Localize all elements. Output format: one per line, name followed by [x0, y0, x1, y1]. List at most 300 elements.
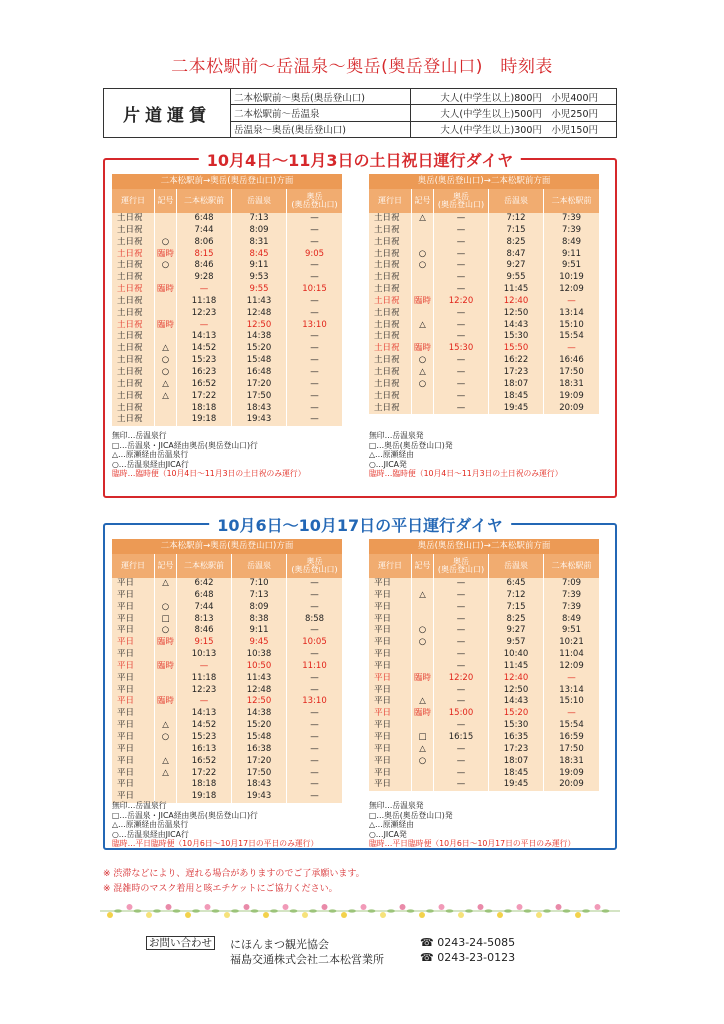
table-direction-header: 奥岳(奥岳登山口)→二本松駅前方面 — [369, 174, 599, 189]
column-header: 運行日 — [112, 554, 155, 578]
table-cell: 平日 — [112, 590, 155, 602]
table-cell: — — [567, 672, 576, 683]
table-cell: 8:46 — [177, 260, 232, 272]
table-cell: — — [434, 696, 489, 708]
weekend-up-notes — [112, 431, 306, 479]
table-row — [112, 708, 342, 720]
table-cell — [412, 403, 434, 415]
table-cell: 16:22 — [489, 355, 544, 367]
table-cell: 7:09 — [561, 578, 582, 588]
table-cell: — — [310, 672, 319, 683]
fare-table — [103, 88, 617, 138]
table-cell: 臨時 — [412, 296, 434, 308]
table-row — [369, 614, 599, 626]
weekend-down-table — [369, 174, 599, 414]
flower-dot — [127, 904, 133, 910]
table-row — [369, 685, 599, 697]
table-cell: 7:15 — [489, 602, 544, 614]
table-cell: ○ — [155, 602, 177, 614]
table-cell: 17:50 — [559, 366, 584, 377]
table-row — [112, 673, 342, 685]
table-cell: 19:18 — [177, 791, 232, 803]
flower-dot — [322, 904, 328, 910]
table-cell — [155, 590, 177, 602]
table-cell: 土日祝 — [112, 343, 155, 355]
table-cell: 平日 — [112, 578, 155, 590]
table-cell: — — [310, 402, 319, 413]
table-cell: 17:50 — [559, 743, 584, 754]
table-cell: 平日 — [369, 649, 412, 661]
table-cell: — — [434, 779, 489, 791]
contact-label: お問い合わせ — [146, 936, 215, 950]
table-row — [112, 768, 342, 780]
flower-dot — [419, 912, 425, 918]
table-cell: ○ — [155, 625, 177, 637]
table-row — [369, 768, 599, 780]
table-cell: 臨時 — [412, 343, 434, 355]
table-cell: 8:25 — [489, 614, 544, 626]
table-cell: — — [434, 237, 489, 249]
legend-note: △…原瀬経由 — [369, 820, 414, 829]
table-cell: 13:10 — [302, 696, 327, 707]
column-headers — [369, 554, 599, 578]
table-cell: ○ — [155, 732, 177, 744]
table-cell: 土日祝 — [112, 391, 155, 403]
leaf-shape — [192, 909, 200, 912]
table-cell: 12:50 — [489, 685, 544, 697]
table-direction-header: 二本松駅前→奥岳(奥岳登山口)方面 — [112, 539, 342, 554]
flower-dot — [595, 904, 601, 910]
table-cell: 10:21 — [559, 637, 584, 648]
table-row — [112, 403, 342, 415]
table-cell: 7:44 — [177, 602, 232, 614]
column-header: 奥岳 (奥岳登山口) — [434, 554, 489, 578]
table-cell — [412, 225, 434, 237]
table-row — [112, 296, 342, 308]
column-headers — [112, 554, 342, 578]
table-cell — [412, 602, 434, 614]
table-cell: 平日 — [369, 614, 412, 626]
table-cell: 12:40 — [489, 673, 544, 685]
table-cell: △ — [155, 720, 177, 732]
table-cell: 18:43 — [232, 403, 287, 415]
table-cell: — — [177, 661, 232, 673]
leaf-shape — [387, 909, 395, 912]
column-header: 記号 — [412, 554, 434, 578]
table-cell: 19:09 — [559, 390, 584, 401]
table-cell: ○ — [412, 379, 434, 391]
legend-note: ○…岳温泉経由JICA行 — [112, 459, 189, 469]
table-cell — [155, 296, 177, 308]
table-cell: 土日祝 — [369, 296, 412, 308]
column-header: 二本松駅前 — [551, 560, 592, 570]
table-row — [369, 391, 599, 403]
table-cell: 11:45 — [489, 661, 544, 673]
table-cell: 18:18 — [177, 779, 232, 791]
table-cell: 土日祝 — [369, 284, 412, 296]
table-cell: 10:15 — [302, 284, 327, 295]
table-cell: — — [434, 308, 489, 320]
table-row — [369, 708, 599, 720]
table-cell: 19:45 — [489, 779, 544, 791]
table-cell: 10:38 — [232, 649, 287, 661]
table-cell: 土日祝 — [112, 296, 155, 308]
table-cell: — — [310, 355, 319, 366]
leaf-shape — [426, 909, 434, 912]
table-cell: 14:43 — [489, 320, 544, 332]
table-cell: — — [434, 756, 489, 768]
table-cell: 19:43 — [232, 414, 287, 426]
table-cell: 15:20 — [232, 343, 287, 355]
table-cell: △ — [155, 343, 177, 355]
legend-note: 無印…岳温泉発 — [369, 431, 424, 440]
table-cell: — — [310, 791, 319, 802]
table-row — [369, 744, 599, 756]
table-cell: 土日祝 — [112, 260, 155, 272]
column-header: 運行日 — [112, 189, 155, 213]
table-cell: 16:15 — [434, 732, 489, 744]
leaf-shape — [173, 909, 181, 912]
table-cell: 9:55 — [489, 272, 544, 284]
leaf-shape — [134, 909, 142, 912]
table-cell: — — [434, 272, 489, 284]
table-cell: 8:58 — [304, 613, 325, 624]
table-row — [112, 637, 342, 649]
leaf-shape — [270, 909, 278, 912]
table-cell: 土日祝 — [369, 331, 412, 343]
weekday-title: 10月6日〜10月17日の平日運行ダイヤ — [209, 513, 511, 536]
table-cell: — — [434, 614, 489, 626]
table-cell: — — [434, 685, 489, 697]
table-cell: — — [310, 378, 319, 389]
table-cell: 平日 — [112, 696, 155, 708]
table-cell: 土日祝 — [112, 331, 155, 343]
flower-dot — [302, 912, 308, 918]
column-header: 奥岳 (奥岳登山口) — [291, 191, 338, 209]
table-cell: 10:40 — [489, 649, 544, 661]
table-cell: — — [310, 720, 319, 731]
table-cell: 6:48 — [177, 213, 232, 225]
legend-note: △…原瀬経由 — [369, 450, 414, 459]
table-cell: 8:06 — [177, 237, 232, 249]
table-cell — [412, 237, 434, 249]
table-cell: 10:13 — [177, 649, 232, 661]
weekend-schedule — [103, 151, 617, 498]
table-cell: 14:13 — [177, 331, 232, 343]
table-cell: — — [310, 755, 319, 766]
legend-note: ○…JICA発 — [369, 459, 407, 469]
leaf-shape — [231, 909, 239, 912]
table-cell: — — [310, 601, 319, 612]
table-cell: 土日祝 — [369, 379, 412, 391]
special-service-note: 臨時…平日臨時便（10月6日〜10月17日の平日のみ運行） — [369, 839, 576, 848]
table-cell: 18:07 — [489, 756, 544, 768]
table-cell: 10:19 — [559, 272, 584, 283]
table-cell: 臨時 — [155, 696, 177, 708]
table-cell: 9:11 — [561, 248, 582, 259]
flower-dot — [361, 904, 367, 910]
flower-dot — [439, 904, 445, 910]
table-cell: 土日祝 — [369, 213, 412, 225]
table-cell: — — [434, 768, 489, 780]
footnote: ※ 混雑時のマスク着用と咳エチケットにご協力ください。 — [103, 884, 338, 894]
fare-row — [231, 105, 616, 121]
table-cell: — — [567, 343, 576, 354]
flower-dot — [205, 904, 211, 910]
table-cell: 平日 — [369, 590, 412, 602]
column-header: 二本松駅前 — [551, 195, 592, 205]
table-cell: — — [177, 696, 232, 708]
table-cell: 8:15 — [177, 249, 232, 261]
table-cell: 15:00 — [434, 708, 489, 720]
table-cell — [412, 661, 434, 673]
table-cell: 臨時 — [155, 320, 177, 332]
leaf-shape — [582, 909, 590, 912]
table-cell: 土日祝 — [112, 367, 155, 379]
table-row — [369, 673, 599, 685]
weekday-up-table — [112, 539, 342, 803]
table-cell: 14:52 — [177, 343, 232, 355]
column-header: 岳温泉 — [232, 554, 287, 578]
table-row — [112, 331, 342, 343]
table-cell: 9:27 — [489, 625, 544, 637]
table-cell: — — [434, 744, 489, 756]
table-cell: 12:23 — [177, 685, 232, 697]
flower-dot — [107, 912, 113, 918]
table-cell: 15:23 — [177, 355, 232, 367]
table-cell: 17:23 — [489, 367, 544, 379]
table-cell: 11:10 — [302, 660, 327, 671]
table-row — [112, 320, 342, 332]
flower-dot — [380, 912, 386, 918]
table-cell: 土日祝 — [112, 237, 155, 249]
table-cell: 平日 — [369, 768, 412, 780]
table-cell: — — [434, 213, 489, 225]
table-cell: 7:44 — [177, 225, 232, 237]
table-direction-header: 二本松駅前→奥岳(奥岳登山口)方面 — [112, 174, 342, 189]
table-cell: 11:43 — [232, 296, 287, 308]
table-cell: 平日 — [112, 756, 155, 768]
table-cell: 平日 — [112, 685, 155, 697]
legend-note: △…原瀬経由岳温泉行 — [112, 450, 189, 459]
table-cell: — — [434, 379, 489, 391]
table-cell: 臨時 — [155, 249, 177, 261]
table-cell: 土日祝 — [369, 237, 412, 249]
table-cell: 20:09 — [559, 402, 584, 413]
table-cell: — — [434, 391, 489, 403]
table-cell: 平日 — [112, 637, 155, 649]
table-row — [112, 260, 342, 272]
table-cell: 11:18 — [177, 296, 232, 308]
table-cell — [412, 272, 434, 284]
table-cell: 9:11 — [232, 260, 287, 272]
table-cell — [155, 685, 177, 697]
table-cell: 7:39 — [561, 213, 582, 223]
table-cell — [412, 649, 434, 661]
weekend-up-table — [112, 174, 342, 426]
weekday-down-table — [369, 539, 599, 791]
table-cell: 16:52 — [177, 756, 232, 768]
table-cell: ○ — [155, 260, 177, 272]
table-row — [112, 696, 342, 708]
table-row — [369, 213, 599, 225]
column-header: 運行日 — [369, 554, 412, 578]
table-cell: 平日 — [369, 696, 412, 708]
flower-dot — [517, 904, 523, 910]
table-cell: 9:53 — [232, 272, 287, 284]
column-header: 奥岳 (奥岳登山口) — [291, 556, 338, 574]
table-cell: 7:39 — [561, 589, 582, 600]
table-row — [112, 367, 342, 379]
table-cell: 平日 — [369, 708, 412, 720]
legend-note: □…岳温泉・JICA経由奥岳(奥岳登山口)行 — [112, 810, 258, 820]
table-row — [112, 308, 342, 320]
table-cell: 11:04 — [559, 649, 584, 660]
table-row — [369, 296, 599, 308]
table-cell: 臨時 — [155, 661, 177, 673]
table-row — [369, 732, 599, 744]
table-cell: 平日 — [369, 637, 412, 649]
table-row — [112, 225, 342, 237]
table-row — [112, 756, 342, 768]
table-row — [369, 578, 599, 590]
table-row — [369, 272, 599, 284]
table-cell: — — [310, 307, 319, 318]
table-cell: — — [310, 260, 319, 271]
table-cell: 8:47 — [489, 249, 544, 261]
table-cell: 平日 — [112, 779, 155, 791]
table-cell: 19:09 — [559, 767, 584, 778]
table-cell: 12:23 — [177, 308, 232, 320]
fare-row — [231, 122, 616, 137]
table-cell: 平日 — [369, 744, 412, 756]
table-row — [369, 379, 599, 391]
table-cell: 15:10 — [559, 696, 584, 707]
table-cell: 平日 — [369, 625, 412, 637]
table-cell — [412, 720, 434, 732]
leaf-shape — [368, 909, 376, 912]
table-cell: ○ — [412, 637, 434, 649]
table-cell: 16:46 — [559, 355, 584, 366]
table-cell: 8:31 — [232, 237, 287, 249]
table-cell: 12:50 — [489, 308, 544, 320]
table-row — [369, 637, 599, 649]
table-cell: 土日祝 — [112, 272, 155, 284]
table-cell: — — [434, 403, 489, 415]
flower-dot — [146, 912, 152, 918]
leaf-shape — [114, 909, 122, 912]
table-cell: 12:20 — [434, 673, 489, 685]
leaf-shape — [309, 909, 317, 912]
leaf-shape — [153, 909, 161, 912]
flower-dot — [458, 912, 464, 918]
table-cell: ○ — [412, 260, 434, 272]
table-cell: △ — [155, 379, 177, 391]
flower-border-decoration — [100, 900, 620, 922]
table-cell: 6:42 — [177, 578, 232, 590]
table-row — [112, 213, 342, 225]
table-cell: 18:45 — [489, 391, 544, 403]
table-cell — [155, 673, 177, 685]
table-cell: 8:09 — [232, 602, 287, 614]
table-cell: 11:45 — [489, 284, 544, 296]
table-cell: 15:10 — [559, 319, 584, 330]
table-row — [369, 320, 599, 332]
table-cell: △ — [155, 756, 177, 768]
table-cell: — — [310, 236, 319, 247]
table-cell: 平日 — [369, 732, 412, 744]
table-cell: 9:45 — [232, 637, 287, 649]
table-row — [369, 649, 599, 661]
table-cell: 8:49 — [561, 613, 582, 624]
table-cell: 6:48 — [177, 590, 232, 602]
table-cell: 土日祝 — [369, 260, 412, 272]
table-cell: 土日祝 — [369, 320, 412, 332]
table-cell: 15:48 — [232, 355, 287, 367]
table-cell: 11:43 — [232, 673, 287, 685]
table-cell: 20:09 — [559, 779, 584, 790]
column-header: 二本松駅前 — [177, 189, 232, 213]
table-cell: 土日祝 — [369, 343, 412, 355]
table-cell: — — [434, 320, 489, 332]
table-cell: 16:38 — [232, 744, 287, 756]
contact-phone: ☎ 0243-23-0123 — [420, 951, 516, 964]
table-cell: — — [310, 767, 319, 778]
table-row — [369, 237, 599, 249]
table-cell: 15:23 — [177, 732, 232, 744]
table-cell: 8:25 — [489, 237, 544, 249]
table-cell: 臨時 — [412, 673, 434, 685]
table-cell: — — [434, 355, 489, 367]
table-row — [369, 756, 599, 768]
table-cell: 12:50 — [232, 696, 287, 708]
table-cell: 9:27 — [489, 260, 544, 272]
table-cell: ○ — [412, 625, 434, 637]
table-row — [112, 284, 342, 296]
weekday-down-notes — [369, 801, 575, 849]
table-cell: 17:22 — [177, 391, 232, 403]
table-cell: 8:46 — [177, 625, 232, 637]
table-cell: 臨時 — [412, 708, 434, 720]
table-cell: 19:18 — [177, 414, 232, 426]
table-row — [369, 225, 599, 237]
table-cell: ○ — [155, 237, 177, 249]
table-cell: 平日 — [369, 756, 412, 768]
table-cell: 平日 — [112, 768, 155, 780]
table-cell: 平日 — [112, 614, 155, 626]
leaf-shape — [251, 909, 259, 912]
table-cell: △ — [412, 213, 434, 225]
table-cell: — — [434, 331, 489, 343]
table-row — [112, 355, 342, 367]
table-cell: 7:13 — [232, 590, 287, 602]
table-cell: — — [310, 779, 319, 790]
table-cell: 18:31 — [559, 755, 584, 766]
table-cell: — — [310, 731, 319, 742]
table-cell: 平日 — [369, 685, 412, 697]
legend-note: □…岳温泉・JICA経由奥岳(奥岳登山口)行 — [112, 440, 258, 450]
fare-route: 二本松駅前〜奥岳(奥岳登山口) — [231, 89, 411, 104]
table-row — [369, 403, 599, 415]
table-cell: ○ — [155, 367, 177, 379]
table-cell: — — [310, 343, 319, 354]
table-cell: 16:48 — [232, 367, 287, 379]
leaf-shape — [290, 909, 298, 912]
table-cell: 土日祝 — [112, 308, 155, 320]
table-cell: 7:39 — [561, 224, 582, 235]
table-cell — [155, 403, 177, 415]
column-headers — [112, 189, 342, 213]
